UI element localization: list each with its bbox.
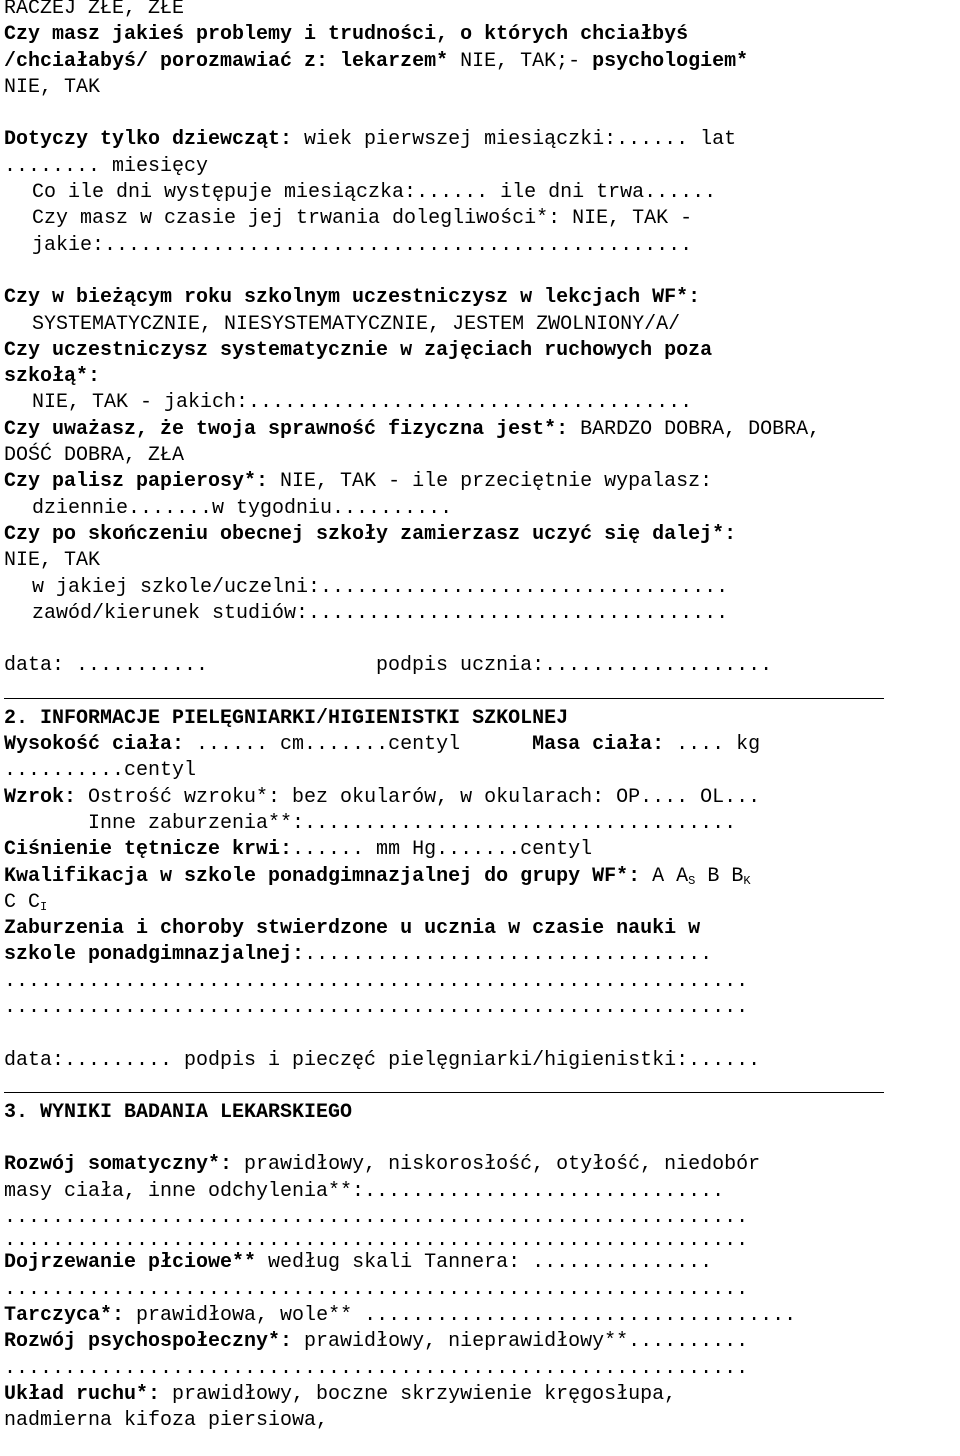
question-pe-lessons: Czy w bieżącym roku szkolnym uczestniczysz w lekcjach WF*:	[4, 286, 701, 310]
answer-fitness[interactable]: BARDZO DOBRA, DOBRA,	[568, 417, 821, 441]
pe-group-i-subscript: I	[40, 899, 48, 914]
blank-line	[4, 1126, 956, 1152]
question-fitness: Czy uważasz, że twoja sprawność fizyczna jest*:	[4, 417, 569, 441]
answer-doctor: NIE, TAK;-	[448, 49, 581, 73]
smoking-amount-field[interactable]: dziennie.......w tygodniu..........	[32, 496, 453, 520]
section-2-heading: 2. INFORMACJE PIELĘGNIARKI/HIGIENISTKI SZKOLNEJ	[4, 706, 569, 730]
somatic-development-label: Rozwój somatyczny*:	[4, 1153, 233, 1177]
psychosocial-field[interactable]: prawidłowy, nieprawidłowy**..........	[292, 1330, 749, 1354]
nurse-signature-line[interactable]: data:......... podpis i pieczęć pielęgniarki/higienistki:......	[4, 1048, 761, 1072]
section-3-heading: 3. WYNIKI BADANIA LEKARSKIEGO	[4, 1100, 353, 1124]
pe-group-s-subscript: S	[688, 873, 696, 888]
question-extracurricular-cont: szkołą*:	[4, 365, 101, 389]
disorders-question-cont: szkole ponadgimnazjalnej:	[4, 943, 305, 967]
puberty-field[interactable]: według skali Tannera: ...............	[256, 1251, 713, 1275]
question-psychologist: psychologiem*	[580, 49, 749, 73]
answer-smoking[interactable]: NIE, TAK - ile przeciętnie wypalasz:	[268, 470, 713, 494]
weight-field[interactable]: .... kg	[664, 733, 761, 757]
blank-line	[4, 627, 956, 653]
girls-only-line	[4, 127, 956, 153]
disorders-field[interactable]: ..................................	[304, 943, 713, 967]
student-signature-field[interactable]: podpis ucznia:...................	[376, 654, 773, 678]
disorders-question: Zaburzenia i choroby stwierdzone u ucznia w czasie nauki w	[4, 917, 701, 941]
student-signature-line	[4, 653, 956, 679]
weight-label: Masa ciała:	[532, 733, 665, 757]
question-further-education: Czy po skończeniu obecnej szkoły zamierzasz uczyć się dalej*:	[4, 522, 737, 546]
pe-group-c: C C	[4, 890, 41, 914]
somatic-field-3[interactable]: ..............................................................	[4, 1229, 749, 1253]
answer-fitness-cont[interactable]: DOŚĆ DOBRA, ZŁA	[4, 444, 185, 468]
somatic-development-field[interactable]: masy ciała, inne odchylenia**:..............................	[4, 1179, 725, 1203]
period-pain-question: Czy masz w czasie jej trwania dolegliwości*: NIE, TAK -	[32, 207, 693, 231]
blood-pressure-label: Ciśnienie tętnicze krwi:	[4, 838, 293, 862]
answer-options-line: RACZEJ ZŁE, ZŁE	[4, 0, 185, 20]
thyroid-field[interactable]: prawidłowa, wole** ....................................	[124, 1303, 797, 1327]
pe-group-k-subscript: K	[743, 873, 751, 888]
student-date-field[interactable]: data: ...........	[4, 654, 209, 678]
pe-group-line	[4, 864, 956, 890]
answer-further-education[interactable]: NIE, TAK	[4, 549, 101, 573]
months-field[interactable]: ........ miesięcy	[4, 154, 209, 178]
fitness-line	[4, 417, 956, 443]
disorders-field-3[interactable]: ..............................................................	[4, 995, 749, 1019]
weight-centile-field[interactable]: ..........centyl	[4, 759, 197, 783]
school-field[interactable]: w jakiej szkole/uczelni:..................................	[32, 575, 729, 599]
first-period-age-field[interactable]: wiek pierwszej miesiączki:...... lat	[292, 128, 737, 152]
answer-pe-lessons[interactable]: SYSTEMATYCZNIE, NIESYSTEMATYCZNIE, JESTEM ZWOLNIONY/A/	[32, 312, 681, 336]
vision-field[interactable]: Ostrość wzroku*: bez okularów, w okularach: OP.... OL...	[76, 785, 761, 809]
other-vision-disorders-field[interactable]: Inne zaburzenia**:....................................	[88, 811, 737, 835]
section-divider	[4, 1096, 956, 1100]
pe-group-a: A A	[640, 864, 689, 888]
motor-system-options[interactable]: prawidłowy, boczne skrzywienie kręgosłupa,	[160, 1382, 677, 1406]
pe-group-b: B B	[695, 864, 744, 888]
girls-only-label: Dotyczy tylko dziewcząt:	[4, 128, 293, 152]
pe-group-options-cont[interactable]	[4, 890, 956, 916]
thyroid-line	[4, 1303, 956, 1329]
disorders-field-2[interactable]: ..............................................................	[4, 969, 749, 993]
somatic-development-options[interactable]: prawidłowy, niskorosłość, otyłość, niedobór	[232, 1153, 761, 1177]
somatic-development-line	[4, 1152, 956, 1178]
puberty-line	[4, 1250, 956, 1276]
answer-psychologist: NIE, TAK	[4, 75, 101, 99]
medical-questionnaire-document	[4, 0, 956, 1434]
question-doctor: /chciałabyś/ porozmawiać z: lekarzem*	[4, 49, 449, 73]
pe-group-label: Kwalifikacja w szkole ponadgimnazjalnej do grupy WF*:	[4, 864, 641, 888]
motor-system-label: Układ ruchu*:	[4, 1382, 161, 1406]
somatic-field-2[interactable]: ..............................................................	[4, 1206, 749, 1230]
blank-line	[4, 101, 956, 127]
height-weight-line	[4, 732, 956, 758]
question-extracurricular: Czy uczestniczysz systematycznie w zajęciach ruchowych poza	[4, 338, 713, 362]
blank-line	[4, 259, 956, 285]
question-problems: Czy masz jakieś problemy i trudności, o których chciałbyś	[4, 23, 689, 47]
vision-label: Wzrok:	[4, 785, 77, 809]
disorders-line	[4, 942, 956, 968]
question-smoking: Czy palisz papierosy*:	[4, 470, 269, 494]
height-label: Wysokość ciała:	[4, 733, 185, 757]
period-frequency-field[interactable]: Co ile dni występuje miesiączka:...... ile dni trwa......	[32, 181, 717, 205]
profession-field[interactable]: zawód/kierunek studiów:...................................	[32, 601, 729, 625]
puberty-field-2[interactable]: ..............................................................	[4, 1277, 749, 1301]
thyroid-label: Tarczyca*:	[4, 1303, 125, 1327]
height-field[interactable]: ...... cm.......centyl	[184, 733, 461, 757]
motor-system-line	[4, 1382, 956, 1408]
psychosocial-line	[4, 1329, 956, 1355]
smoking-line	[4, 469, 956, 495]
section-divider	[4, 702, 956, 706]
blank-line	[4, 1021, 956, 1047]
psychosocial-label: Rozwój psychospołeczny*:	[4, 1330, 293, 1354]
question-problems-cont	[4, 49, 956, 75]
psychosocial-field-2[interactable]: ..............................................................	[4, 1356, 749, 1380]
blood-pressure-field[interactable]: ...... mm Hg.......centyl	[292, 838, 593, 862]
answer-extracurricular-field[interactable]: NIE, TAK - jakich:.....................................	[32, 391, 693, 415]
motor-system-options-cont[interactable]: nadmierna kifoza piersiowa,	[4, 1409, 329, 1433]
pe-group-options[interactable]	[640, 865, 750, 888]
puberty-label: Dojrzewanie płciowe**	[4, 1251, 257, 1275]
period-pain-which-field[interactable]: jakie:.................................................	[32, 233, 693, 257]
vision-line	[4, 785, 956, 811]
blood-pressure-line	[4, 837, 956, 863]
